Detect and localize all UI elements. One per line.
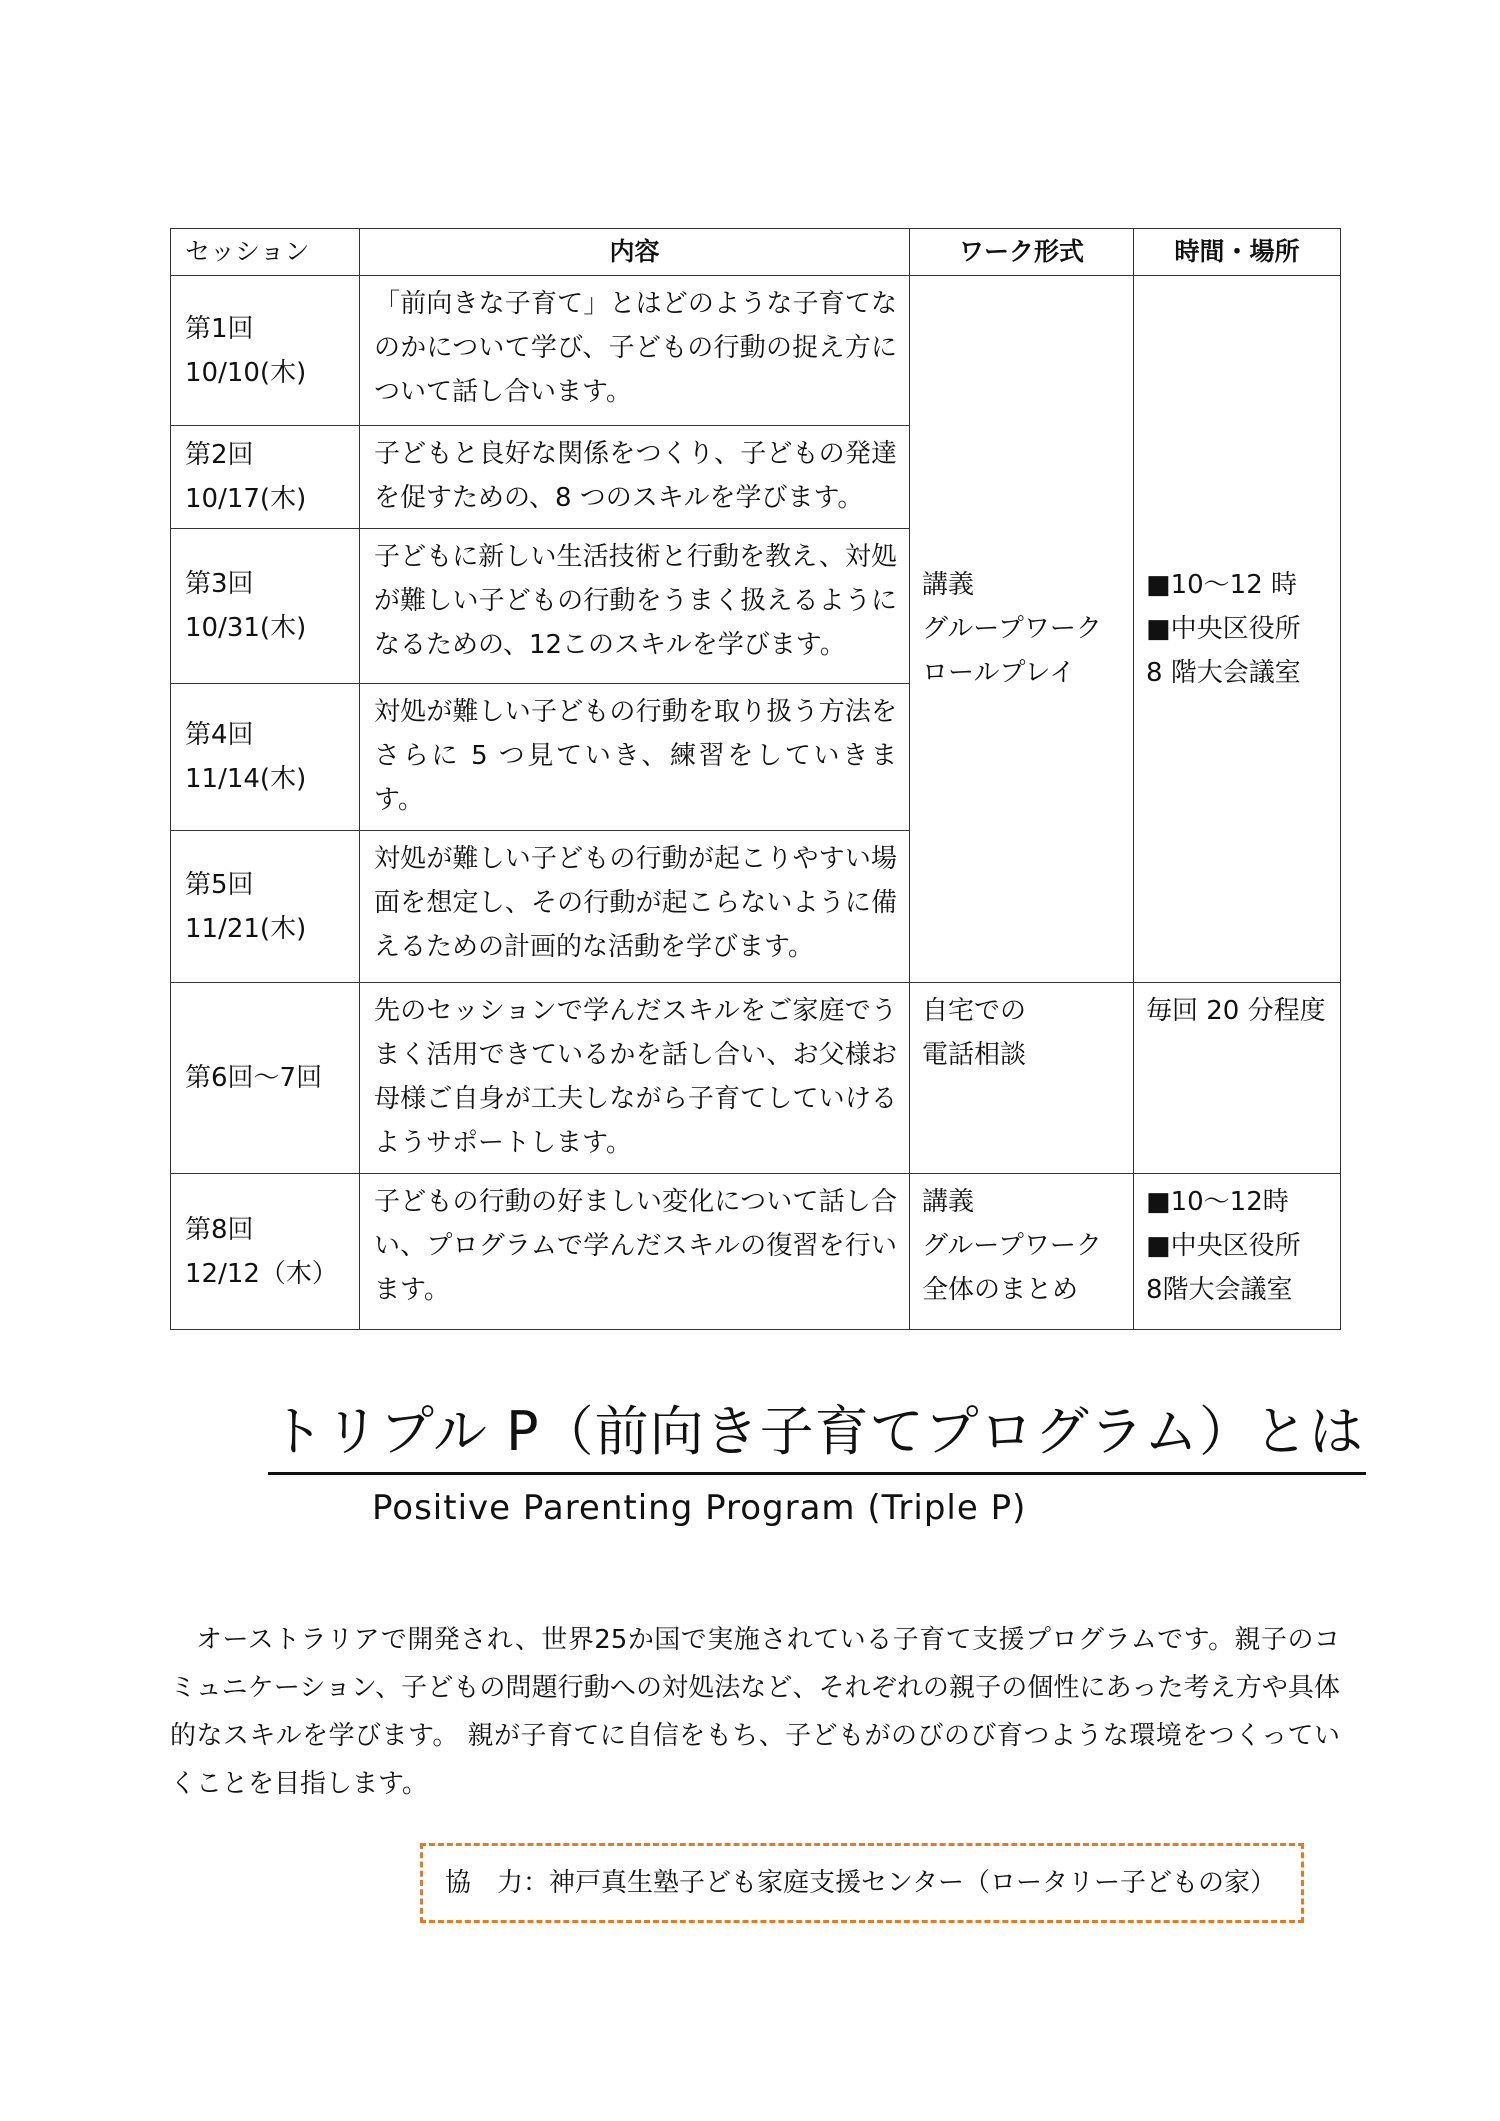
table-row — [171, 983, 1341, 1174]
schedule-table — [170, 228, 1341, 1330]
session-cell: 第8回 12/12（木） — [171, 1174, 360, 1330]
program-title: トリプル P（前向き子育てプログラム）とは — [268, 1392, 1366, 1475]
work-format-cell: 講義 グループワーク ロールプレイ — [910, 276, 1134, 983]
table-row — [171, 276, 1341, 426]
time-place-cell: ■10～12時 ■中央区役所 8階大会議室 — [1134, 1174, 1341, 1330]
header-work: ワーク形式 — [910, 229, 1134, 276]
header-content: 内容 — [360, 229, 910, 276]
content-cell: 「前向きな子育て」とはどのような子育てなのかについて学び、子どもの行動の捉え方について話し合います。 — [360, 276, 910, 426]
content-cell: 子どもの行動の好ましい変化について話し合い、プログラムで学んだスキルの復習を行います。 — [360, 1174, 910, 1330]
cooperation-box: 協 力：神戸真生塾子ども家庭支援センター（ロータリー子どもの家） — [420, 1843, 1304, 1923]
content-cell: 子どもと良好な関係をつくり、子どもの発達を促すための、8 つのスキルを学びます。 — [360, 426, 910, 529]
time-place-cell: 毎回 20 分程度 — [1134, 983, 1341, 1174]
session-cell: 第2回 10/17(木) — [171, 426, 360, 529]
header-session: セッション — [171, 229, 360, 276]
work-format-cell: 講義 グループワーク 全体のまとめ — [910, 1174, 1134, 1330]
content-cell: 対処が難しい子どもの行動が起こりやすい場面を想定し、その行動が起こらないように備えるための計画的な活動を学びます。 — [360, 831, 910, 983]
session-cell: 第1回 10/10(木) — [171, 276, 360, 426]
time-place-cell: ■10～12 時 ■中央区役所 8 階大会議室 — [1134, 276, 1341, 983]
content-cell: 対処が難しい子どもの行動を取り扱う方法をさらに 5 つ見ていき、練習をしていきます。 — [360, 684, 910, 831]
program-subtitle: Positive Parenting Program (Triple P) — [372, 1488, 1027, 1528]
header-time: 時間・場所 — [1134, 229, 1341, 276]
work-format-cell: 自宅での 電話相談 — [910, 983, 1134, 1174]
session-cell: 第4回 11/14(木) — [171, 684, 360, 831]
session-cell: 第5回 11/21(木) — [171, 831, 360, 983]
table-row — [171, 1174, 1341, 1330]
program-description: オーストラリアで開発され、世界25か国で実施されている子育て支援プログラムです。親子のコミュニケーション、子どもの問題行動への対処法など、それぞれの親子の個性にあった考え方や具体的なスキルを学びます。 親が子育てに自信をもち、子どもがのびのび育つような環境をつくっていくことを目指します。 — [170, 1625, 1340, 1799]
content-cell: 先のセッションで学んだスキルをご家庭でうまく活用できているかを話し合い、お父様お母様ご自身が工夫しながら子育てしていけるようサポートします。 — [360, 983, 910, 1174]
session-cell: 第6回～7回 — [171, 983, 360, 1174]
content-cell: 子どもに新しい生活技術と行動を教え、対処が難しい子どもの行動をうまく扱えるようになるための、12このスキルを学びます。 — [360, 529, 910, 684]
session-cell: 第3回 10/31(木) — [171, 529, 360, 684]
table-header-row — [171, 229, 1341, 276]
